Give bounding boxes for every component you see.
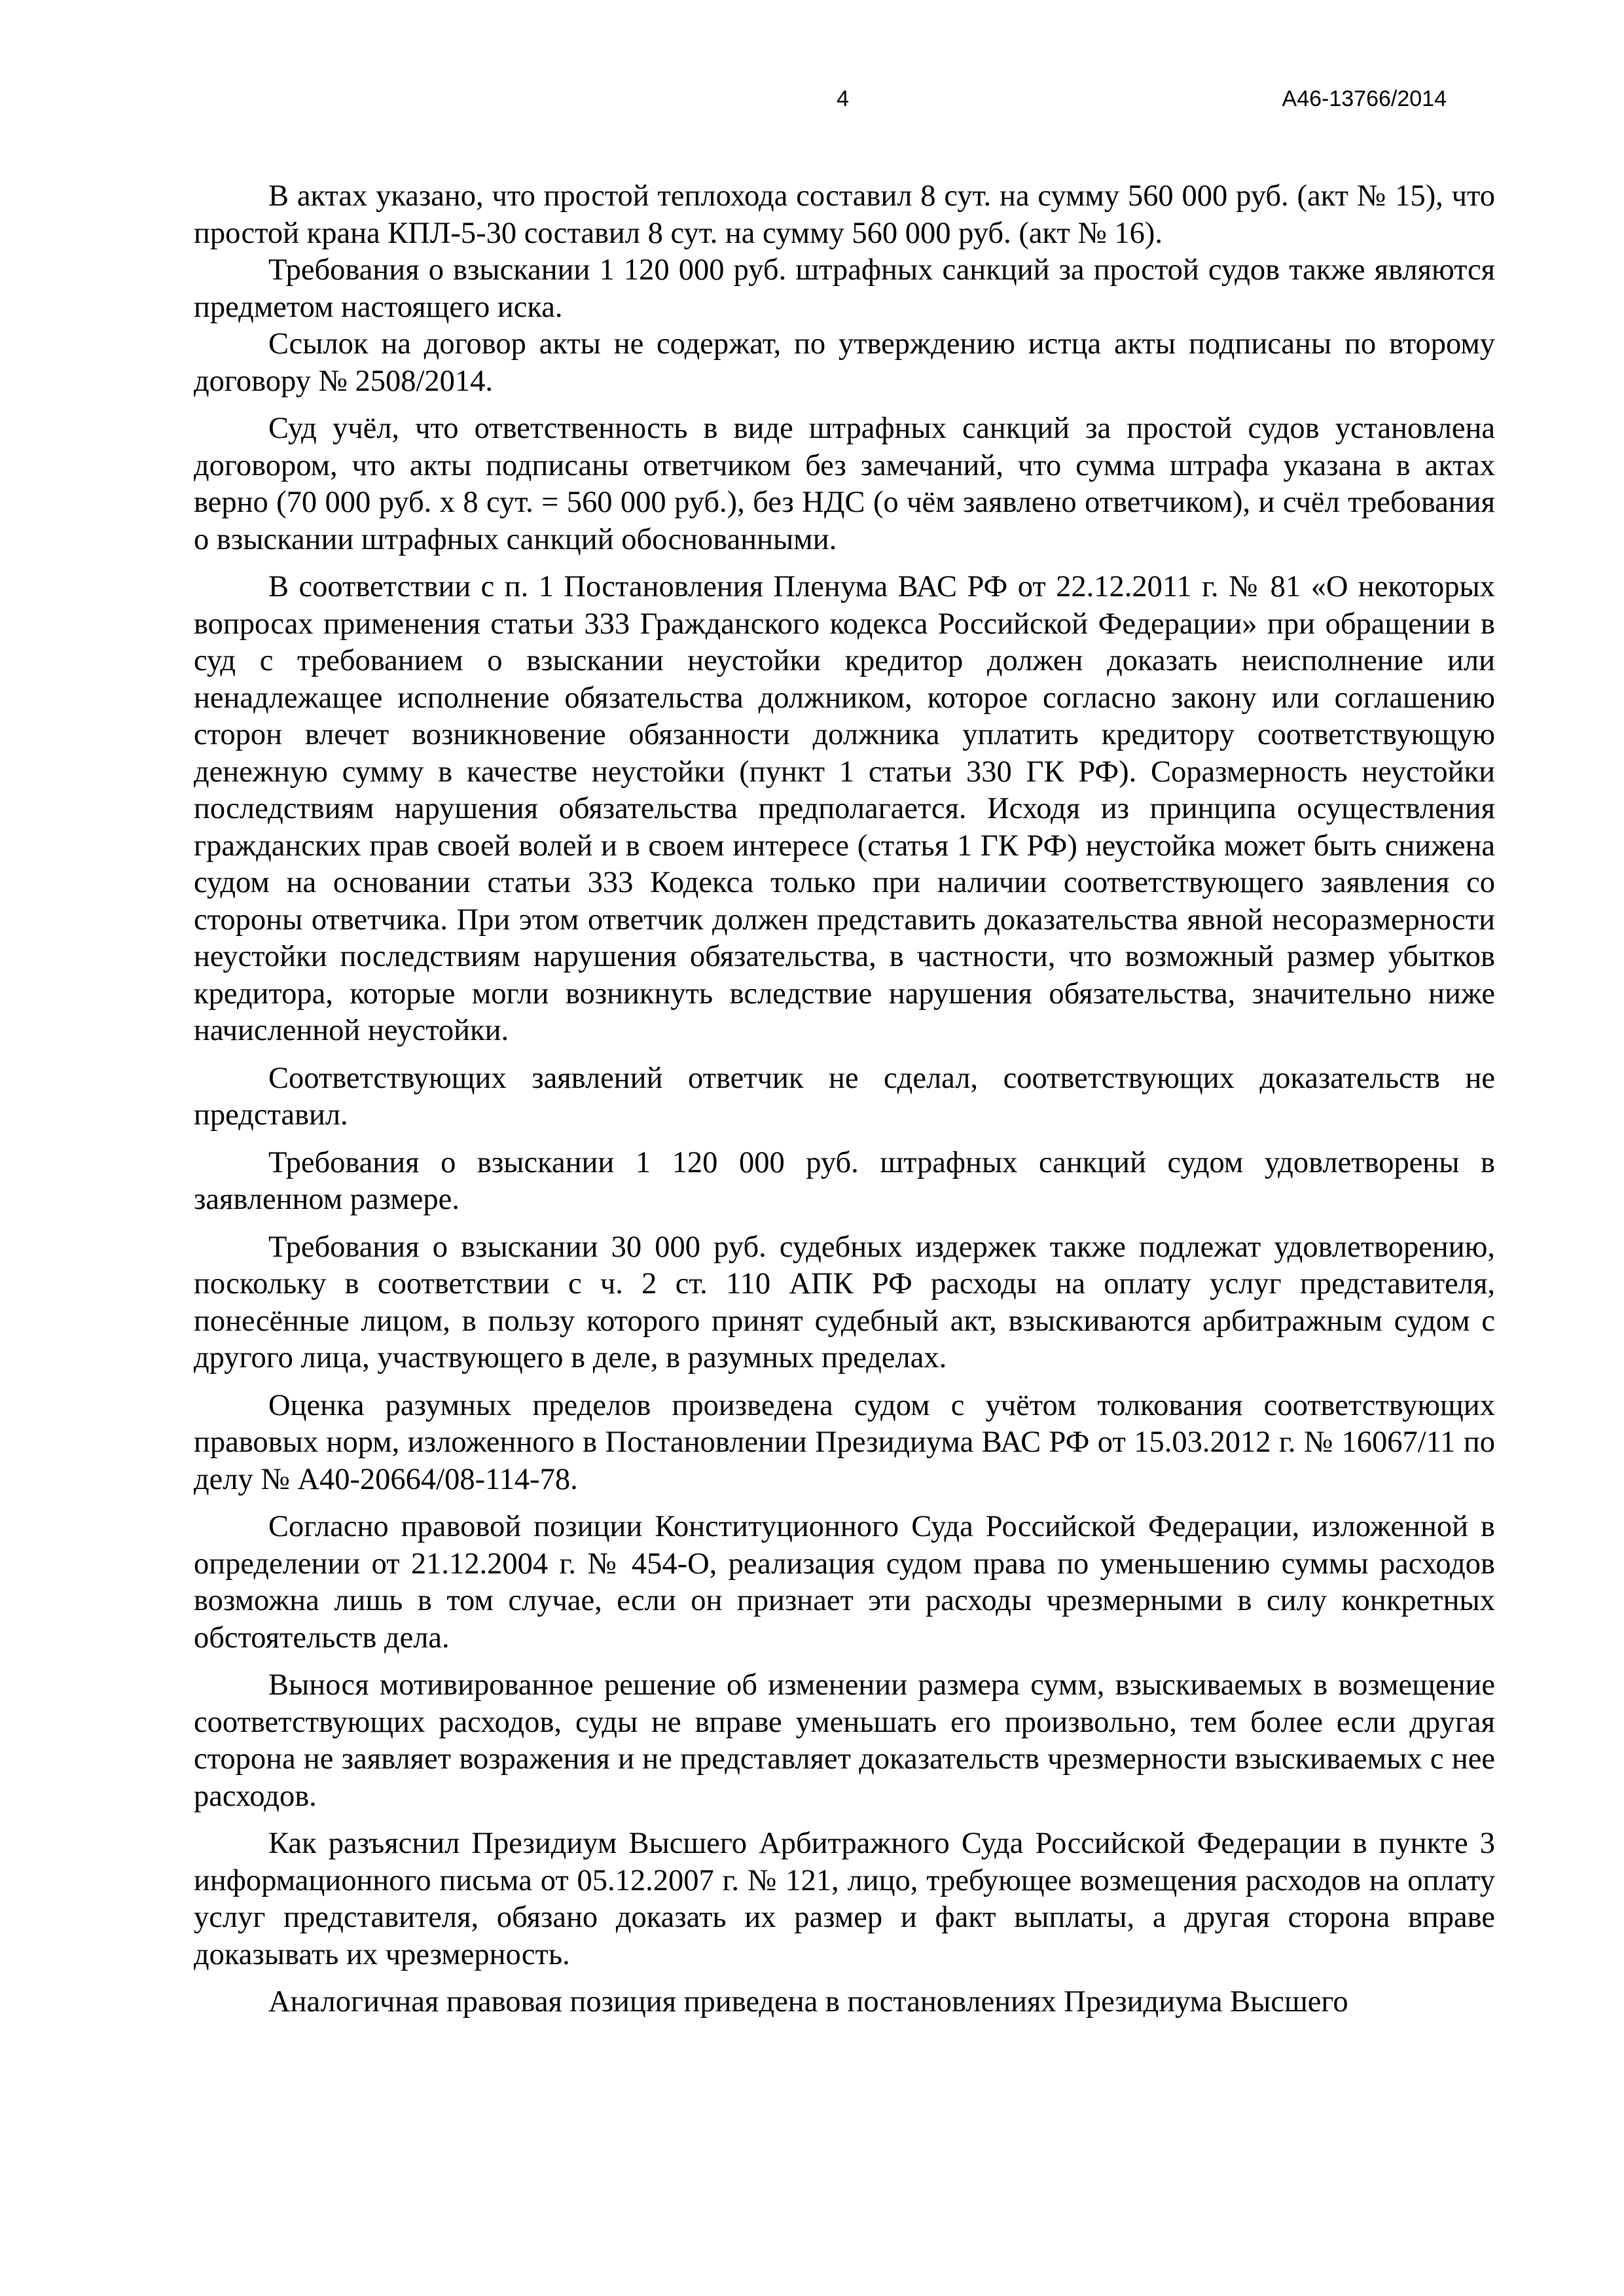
paragraph: В актах указано, что простой теплохода составил 8 сут. на сумму 560 000 руб. (акт № 15), что простой крана КПЛ-5-30 составил 8 сут. на сумму 560 000 руб. (акт № 16). — [194, 179, 1495, 250]
paragraph: Требования о взыскании 30 000 руб. судебных издержек также подлежат удовлетворению, поскольку в соответствии с ч. 2 ст. 110 АПК РФ расходы на оплату услуг представителя, понесённые лицом, в пользу которого принят судебный акт, взыскиваются арбитражным судом с другого лица, участвующего в деле, в разумных пределах. — [194, 1230, 1495, 1374]
case-number: А46-13766/2014 — [1282, 86, 1447, 111]
paragraph: В соответствии с п. 1 Постановления Пленума ВАС РФ от 22.12.2011 г. № 81 «О некоторых вопросах применения статьи 333 Гражданского кодекса Российской Федерации» при обращении в суд с требованием о взыскании неустойки кредитор должен доказать неисполнение или ненадлежащее исполнение обязательства должником, которое согласно закону или соглашению сторон влечет возникновение обязанности должника уплатить кредитору соответствующую денежную сумму в качестве неустойки (пункт 1 статьи 330 ГК РФ). Соразмерность неустойки последствиям нарушения обязательства предполагается. Исходя из принципа осуществления гражданских прав своей волей и в своем интересе (статья 1 ГК РФ) неустойка может быть снижена судом на основании статьи 333 Кодекса только при наличии соответствующего заявления со стороны ответчика. При этом ответчик должен представить доказательства явной несоразмерности неустойки последствиям нарушения обязательства, в частности, что возможный размер убытков кредитора, которые могли возникнуть вследствие нарушения обязательства, значительно ниже начисленной неустойки. — [194, 570, 1495, 1047]
paragraph: Требования о взыскании 1 120 000 руб. штрафных санкций за простой судов также являются предметом настоящего иска. — [194, 253, 1495, 324]
paragraph: Требования о взыскании 1 120 000 руб. штрафных санкций судом удовлетворены в заявленном размере. — [194, 1145, 1495, 1216]
paragraph: Как разъяснил Президиум Высшего Арбитражного Суда Российской Федерации в пункте 3 информационного письма от 05.12.2007 г. № 121, лицо, требующее возмещения расходов на оплату услуг представителя, обязано доказать их размер и факт выплаты, а другая сторона вправе доказывать их чрезмерность. — [194, 1827, 1495, 1971]
page-number: 4 — [837, 86, 849, 111]
paragraph: Согласно правовой позиции Конституционного Суда Российской Федерации, изложенной в определении от 21.12.2004 г. № 454-О, реализация судом права по уменьшению суммы расходов возможна лишь в том случае, если он признает эти расходы чрезмерными в силу конкретных обстоятельств дела. — [194, 1510, 1495, 1655]
paragraph: Аналогичная правовая позиция приведена в постановлениях Президиума Высшего — [268, 1985, 1348, 2018]
paragraph: Ссылок на договор акты не содержат, по утверждению истца акты подписаны по второму договору № 2508/2014. — [194, 327, 1495, 398]
paragraph: Вынося мотивированное решение об изменении размера сумм, взыскиваемых в возмещение соответствующих расходов, суды не вправе уменьшать его произвольно, тем более если другая сторона не заявляет возражения и не представляет доказательств чрезмерности взыскиваемых с нее расходов. — [194, 1668, 1495, 1813]
document-body — [194, 178, 1495, 2032]
page-header — [0, 86, 1624, 119]
paragraph: Соответствующих заявлений ответчик не сделал, соответствующих доказательств не представил. — [194, 1061, 1495, 1132]
paragraph: Суд учёл, что ответственность в виде штрафных санкций за простой судов установлена договором, что акты подписаны ответчиком без замечаний, что сумма штрафа указана в актах верно (70 000 руб. х 8 сут. = 560 000 руб.), без НДС (о чём заявлено ответчиком), и счёл требования о взыскании штрафных санкций обоснованными. — [194, 412, 1495, 556]
paragraph: Оценка разумных пределов произведена судом с учётом толкования соответствующих правовых норм, изложенного в Постановлении Президиума ВАС РФ от 15.03.2012 г. № 16067/11 по делу № А40-20664/08-114-78. — [194, 1388, 1495, 1496]
